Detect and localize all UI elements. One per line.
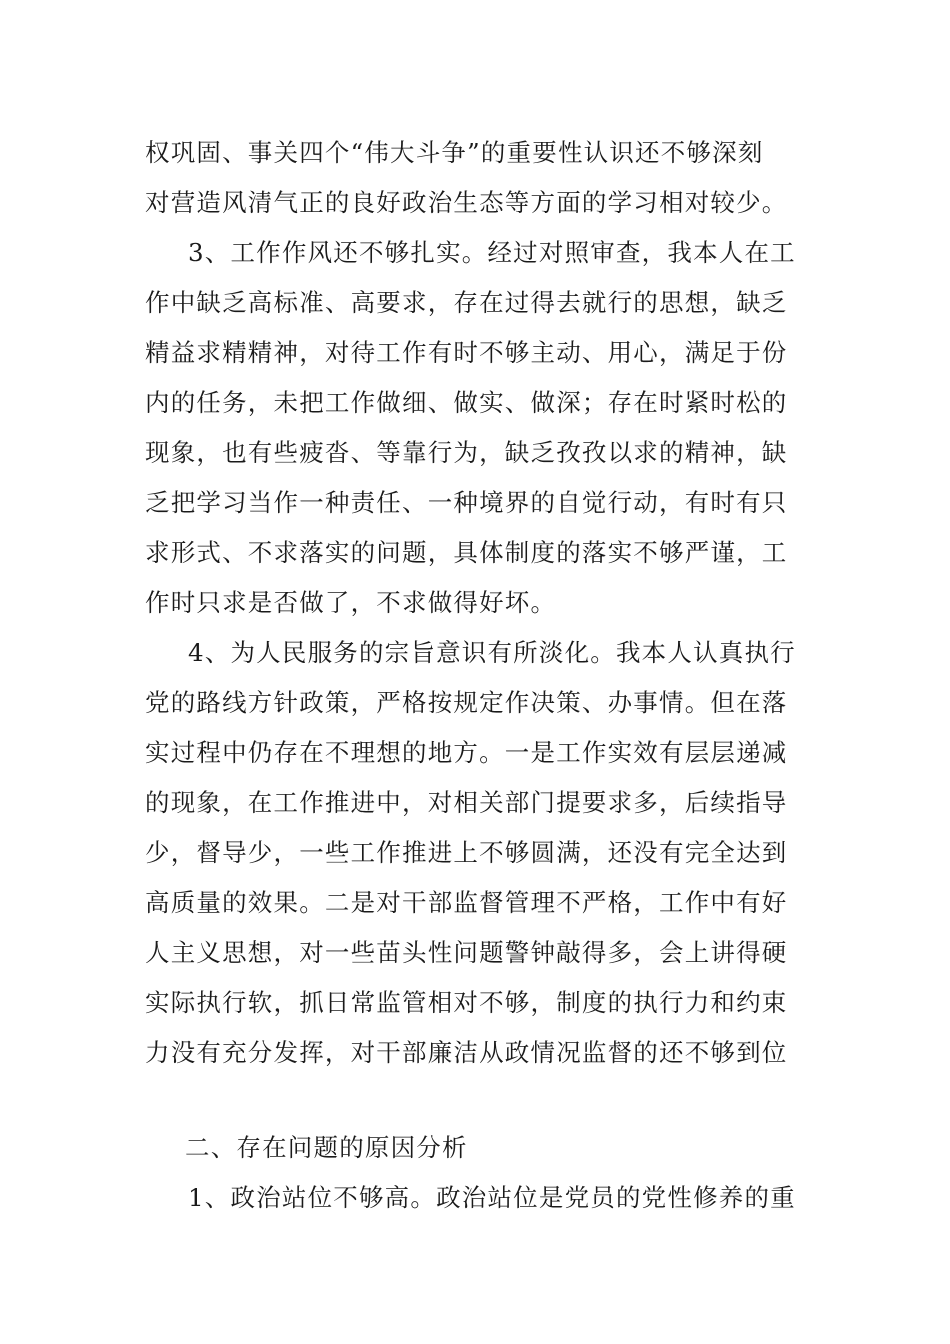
paragraph-heading-3: 3、工作作风还不够扎实。经过对照审查，我本人在工 bbox=[188, 238, 796, 267]
body-line: 权巩固、事关四个“伟大斗争”的重要性认识还不够深刻 bbox=[145, 138, 764, 167]
body-line: 人主义思想，对一些苗头性问题警钟敲得多，会上讲得硬 bbox=[145, 938, 788, 967]
body-line: 实过程中仍存在不理想的地方。一是工作实效有层层递减 bbox=[145, 738, 788, 767]
body-line: 现象，也有些疲沓、等靠行为，缺乏孜孜以求的精神，缺 bbox=[145, 438, 788, 467]
body-line: 求形式、不求落实的问题，具体制度的落实不够严谨，工 bbox=[145, 538, 788, 567]
body-line: 作中缺乏高标准、高要求，存在过得去就行的思想，缺乏 bbox=[145, 288, 788, 317]
paragraph-heading-1: 1、政治站位不够高。政治站位是党员的党性修养的重 bbox=[188, 1183, 796, 1212]
paragraph-heading-4: 4、为人民服务的宗旨意识有所淡化。我本人认真执行 bbox=[188, 638, 796, 667]
body-line: 少，督导少，一些工作推进上不够圆满，还没有完全达到 bbox=[145, 838, 788, 867]
body-line: 力没有充分发挥，对干部廉洁从政情况监督的还不够到位 bbox=[145, 1038, 788, 1067]
body-line: 实际执行软，抓日常监管相对不够，制度的执行力和约束 bbox=[145, 988, 788, 1017]
body-line: 高质量的效果。二是对干部监督管理不严格，工作中有好 bbox=[145, 888, 788, 917]
body-line: 乏把学习当作一种责任、一种境界的自觉行动，有时有只 bbox=[145, 488, 788, 517]
body-line: 精益求精精神，对待工作有时不够主动、用心，满足于份 bbox=[145, 338, 788, 367]
body-line: 党的路线方针政策，严格按规定作决策、办事情。但在落 bbox=[145, 688, 788, 717]
body-line: 内的任务，未把工作做细、做实、做深；存在时紧时松的 bbox=[145, 388, 788, 417]
body-line: 作时只求是否做了，不求做得好坏。 bbox=[145, 588, 557, 617]
section-heading: 二、存在问题的原因分析 bbox=[185, 1133, 468, 1162]
body-line: 的现象，在工作推进中，对相关部门提要求多，后续指导 bbox=[145, 788, 788, 817]
body-line: 对营造风清气正的良好政治生态等方面的学习相对较少。 bbox=[145, 188, 788, 217]
